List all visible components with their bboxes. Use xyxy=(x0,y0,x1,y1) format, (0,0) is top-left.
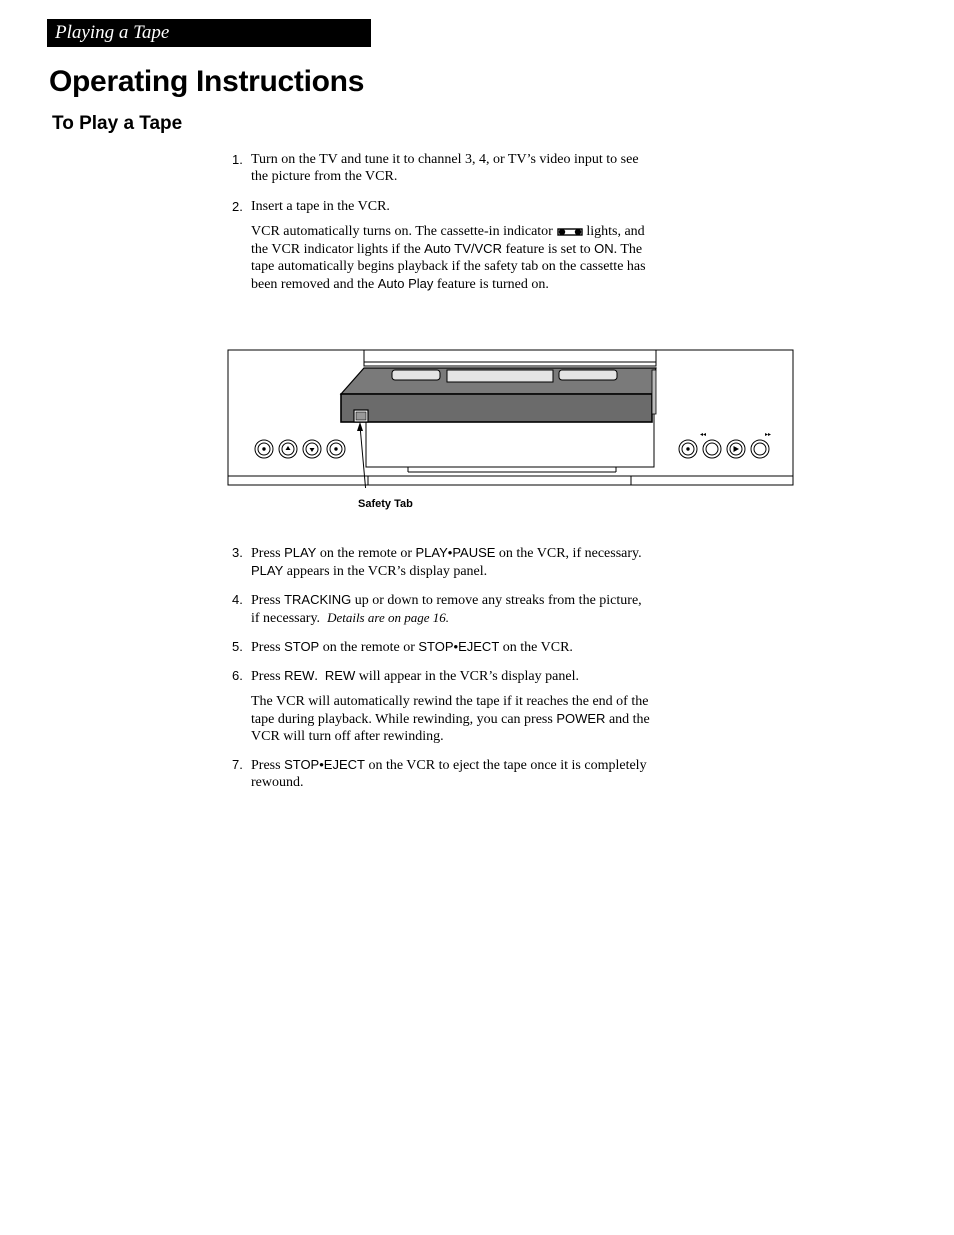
step-2 xyxy=(232,198,652,293)
step-number: 1. xyxy=(232,152,243,167)
fast-forward-icon: ▸▸ xyxy=(765,432,772,438)
left-button-group xyxy=(255,440,345,458)
section-heading: To Play a Tape xyxy=(52,113,183,134)
arrow-head-icon xyxy=(357,422,363,431)
step-number: 4. xyxy=(232,592,243,607)
step-text: Press REW. REW will appear in the VCR’s display panel. xyxy=(251,668,579,684)
step-4 xyxy=(232,591,652,627)
step-text: Press STOP•EJECT on the VCR to eject the tape once it is completely rewound. xyxy=(251,757,647,790)
tape-slot-top xyxy=(364,350,656,366)
step-5 xyxy=(232,638,652,656)
section-header-bar: Playing a Tape xyxy=(47,19,371,47)
step-6 xyxy=(232,667,652,745)
vcr-diagram xyxy=(226,348,796,488)
step-text: Insert a tape in the VCR. xyxy=(251,199,390,214)
safety-tab-label: Safety Tab xyxy=(358,498,413,510)
cassette-in-icon xyxy=(557,227,583,237)
step-text: Press STOP on the remote or STOP•EJECT on the VCR. xyxy=(251,639,573,655)
step-number: 2. xyxy=(232,199,243,214)
step-text: Turn on the TV and tune it to channel 3, 4, or TV’s video input to see the picture from the VCR. xyxy=(251,152,639,184)
page-title: Operating Instructions xyxy=(49,65,365,98)
step-number: 3. xyxy=(232,545,243,560)
step-number: 5. xyxy=(232,639,243,654)
step-detail: VCR automatically turns on. The cassette-in indicator lights, and the VCR indicator lights if the Auto TV/VCR feature is set to ON. The tape automatically begins playback if the safety tab on the cassette has been removed and the Auto Play feature is turned on. xyxy=(251,224,646,292)
step-detail: The VCR will automatically rewind the tape if it reaches the end of the tape during playback. While rewinding, you can press POWER and the VCR will turn off after rewinding. xyxy=(251,694,650,744)
step-7 xyxy=(232,756,652,791)
safety-tab-pointer xyxy=(360,426,366,488)
step-number: 6. xyxy=(232,668,243,683)
right-button-group xyxy=(679,440,769,458)
step-number: 7. xyxy=(232,757,243,772)
cassette xyxy=(341,368,656,422)
step-1 xyxy=(232,151,652,185)
rewind-icon: ◂◂ xyxy=(700,432,707,438)
step-text: Press PLAY on the remote or PLAY•PAUSE on the VCR, if necessary. PLAY appears in the VCR’s display panel. xyxy=(251,545,642,579)
step-3 xyxy=(232,544,652,580)
step-text: Press TRACKING up or down to remove any streaks from the picture, if necessary. Details are on page 16. xyxy=(251,592,642,626)
